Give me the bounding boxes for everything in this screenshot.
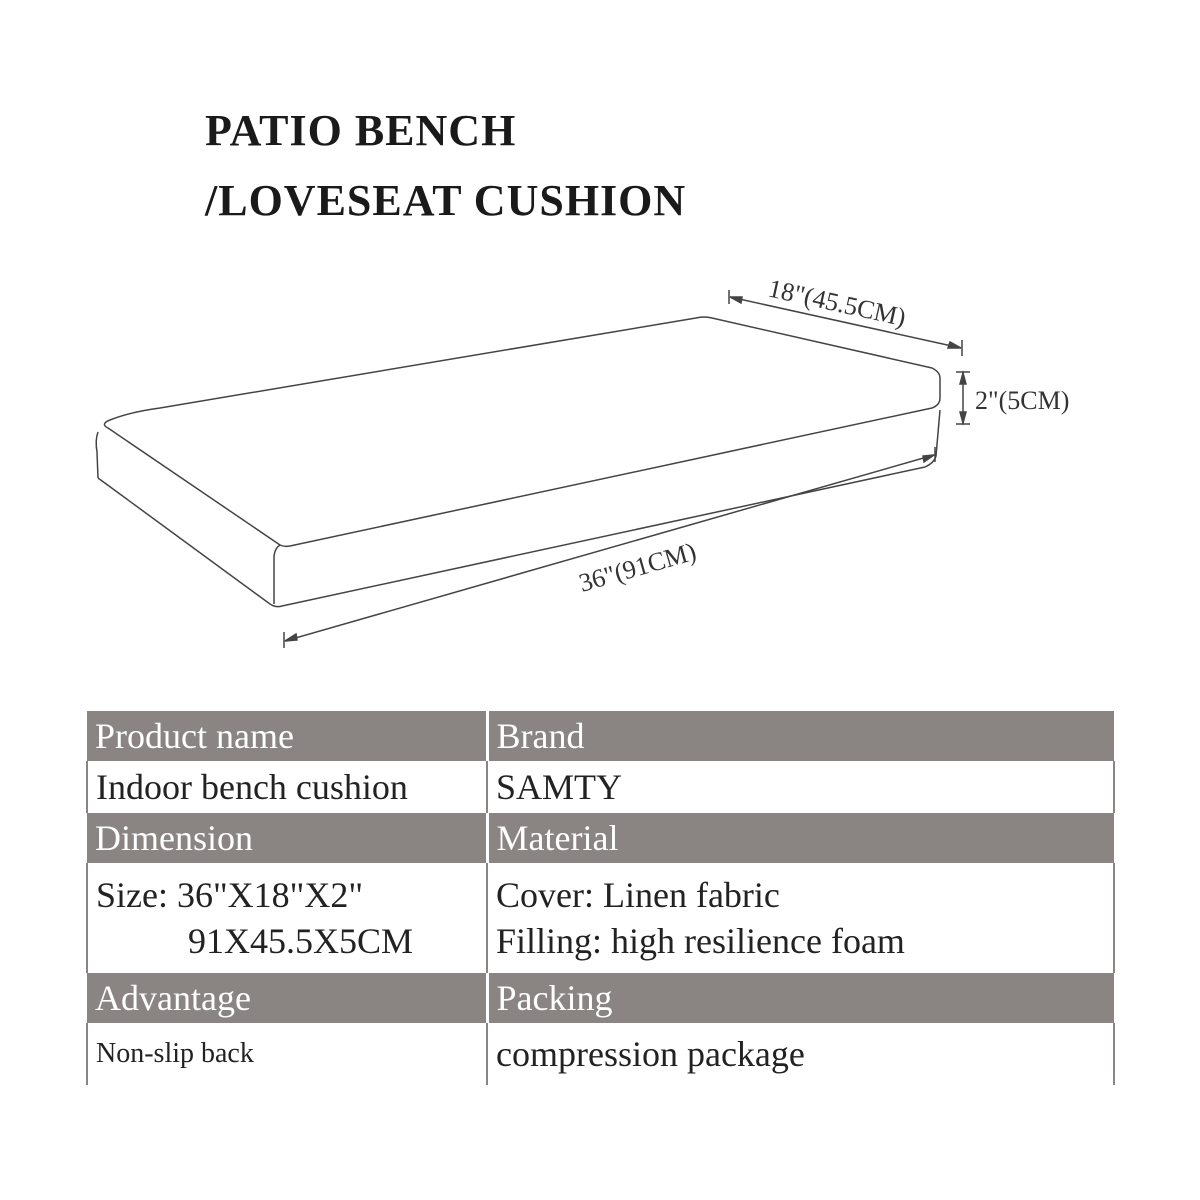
dimension-header: Dimension — [87, 813, 487, 863]
brand-value: SAMTY — [487, 761, 1114, 813]
dimension-value — [87, 863, 487, 973]
advantage-header: Advantage — [87, 973, 487, 1023]
title-line-2: /LOVESEAT CUSHION — [205, 176, 687, 225]
cushion-front-corner — [274, 545, 280, 604]
material-cover: Cover: Linen fabric — [496, 875, 780, 915]
title-line-1: PATIO BENCH — [205, 106, 517, 155]
packing-value: compression package — [487, 1023, 1114, 1085]
length-dimension-label: 36"(91CM) — [575, 536, 700, 598]
material-value — [487, 863, 1114, 973]
cushion-bottom-left-edge — [98, 478, 282, 607]
packing-header: Packing — [487, 973, 1114, 1023]
width-dimension-label: 18"(45.5CM) — [765, 273, 909, 333]
brand-header: Brand — [487, 711, 1114, 761]
material-filling: Filling: high resilience foam — [496, 921, 905, 961]
spec-table — [86, 711, 1115, 1085]
table-header-row — [87, 711, 1114, 761]
table-header-row — [87, 973, 1114, 1023]
cushion-top-face — [104, 317, 940, 546]
dimension-size-cm: 91X45.5X5CM — [188, 921, 414, 961]
table-row — [87, 761, 1114, 813]
cushion-left-edge — [96, 432, 98, 478]
material-header: Material — [487, 813, 1114, 863]
product-name-value: Indoor bench cushion — [87, 761, 487, 813]
advantage-value: Non-slip back — [87, 1023, 487, 1085]
dimension-lines — [284, 290, 970, 648]
dimension-size-inches: Size: 36"X18"X2" — [96, 875, 364, 915]
cushion-outline — [96, 317, 940, 607]
table-row — [87, 863, 1114, 973]
height-dimension-label: 2"(5CM) — [975, 386, 1070, 415]
table-header-row — [87, 813, 1114, 863]
table-row — [87, 1023, 1114, 1085]
product-name-header: Product name — [87, 711, 487, 761]
